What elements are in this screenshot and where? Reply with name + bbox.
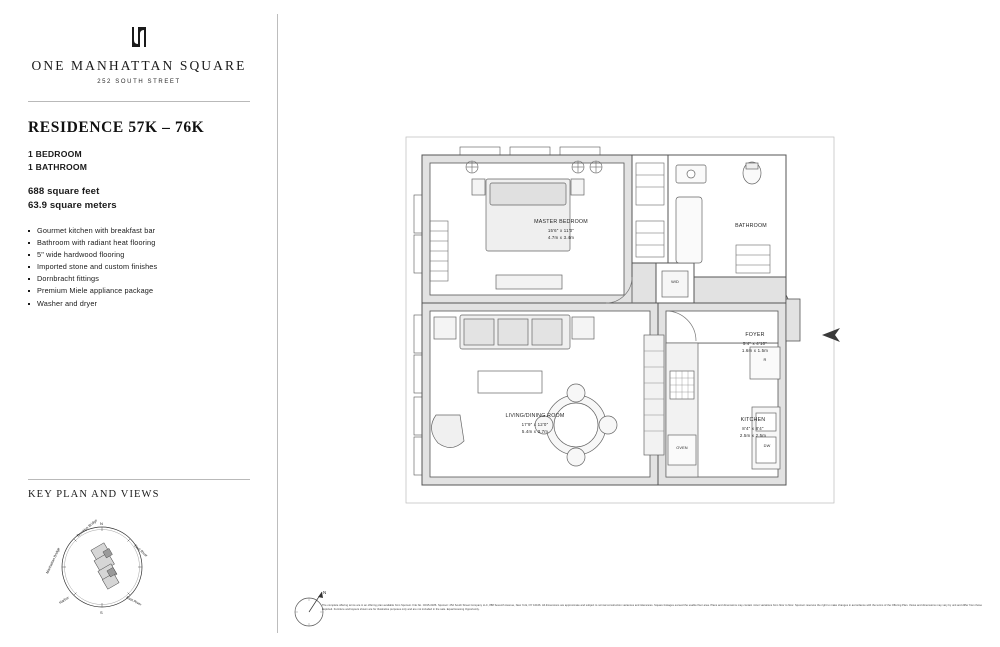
svg-text:Brooklyn Bridge: Brooklyn Bridge [76,518,99,538]
bathroom-count: 1 BATHROOM [28,161,88,172]
interlocking-m-s-monogram-icon [126,24,152,50]
divider-top [28,101,250,102]
room-label-kitchen [698,417,808,440]
divider-bottom [28,479,250,480]
list-item: Dornbracht fittings [28,273,258,285]
panel-divider [277,14,278,633]
floorplan-panel [290,0,1000,647]
room-label-bathroom [696,223,806,231]
bedroom-count: 1 BEDROOM [28,149,82,159]
room-name: KITCHEN [740,417,766,423]
info-panel [0,0,270,647]
room-label-master-bedroom [486,219,636,242]
appliance-label-refrigerator: R [763,357,767,362]
residence-specs [28,148,87,173]
room-dim-m: 1.6m x 1.5m [741,348,769,354]
room-name: BATHROOM [735,223,767,229]
svg-text:N: N [323,590,327,595]
appliance-label-dishwasher: DW [763,443,771,448]
list-item: Washer and dryer [28,298,258,310]
room-dim-ft: 17'9" x 12'0" [521,421,549,427]
area-sqft: 688 square feet [28,186,100,197]
room-dim-ft: 8'4" x 8'4" [742,425,764,431]
room-dim-m: 2.5m x 2.5m [739,433,767,439]
feature-list [28,225,258,310]
svg-text:Manhattan Bridge: Manhattan Bridge [45,547,61,575]
list-item: Gourmet kitchen with breakfast bar [28,225,258,237]
room-label-foyer [700,332,810,355]
room-dim-ft: 5'4" x 4'10" [742,340,768,346]
appliance-label-wd: W/D [671,279,679,284]
svg-text:N: N [100,521,103,526]
list-item: Imported stone and custom finishes [28,261,258,273]
brand-address: 252 SOUTH STREET [97,79,181,85]
appliance-label-oven: OVEN [676,445,688,450]
room-dim-ft: 15'6" x 11'0" [547,227,575,233]
floorplan-drawing [400,135,840,515]
area-sqm: 63.9 square meters [28,199,117,211]
brand-logo-block [28,24,250,85]
list-item: 5" wide hardwood flooring [28,249,258,261]
legal-disclaimer: The complete offering terms are in an offering plan available from Sponsor. File No. CD15-0186. Sponsor: 252 South Street Company LLC, 888 Seventh Avenue, New York, NY 10106. All dimensions are approximate and subject to normal construction variances and tolerances. Square footages exceed the usable floor area. Plans and dimensions may contain minor variations from floor to floor. Sponsor reserves the right to make changes in accordance with the terms of the Offering Plan. Views and dimensions may vary by unit and differ from those depicted. Furniture and layouts shown are for illustrative purposes only and are not included in the sale. Equal Housing Opportunity. [322,604,982,612]
svg-text:East River: East River [125,595,143,607]
svg-text:S: S [100,610,103,615]
residence-area [28,185,117,212]
svg-text:Harbor: Harbor [58,595,70,605]
room-name: LIVING/DINING ROOM [505,413,565,419]
keyplan-title: KEY PLAN AND VIEWS [28,489,160,500]
entry-direction-arrow-icon [818,327,840,343]
brand-name: ONE MANHATTAN SQUARE [31,58,247,73]
svg-text:East River: East River [133,543,149,558]
residence-title: RESIDENCE 57K – 76K [28,119,205,136]
room-name: FOYER [745,332,765,338]
room-dim-m: 4.7m x 3.4m [547,235,575,241]
room-name: MASTER BEDROOM [534,219,588,225]
list-item: Premium Miele appliance package [28,285,258,297]
key-plan-diagram [38,512,166,622]
list-item: Bathroom with radiant heat flooring [28,237,258,249]
room-dim-m: 5.4m x 3.7m [521,429,549,435]
room-label-living-dining [460,413,610,436]
